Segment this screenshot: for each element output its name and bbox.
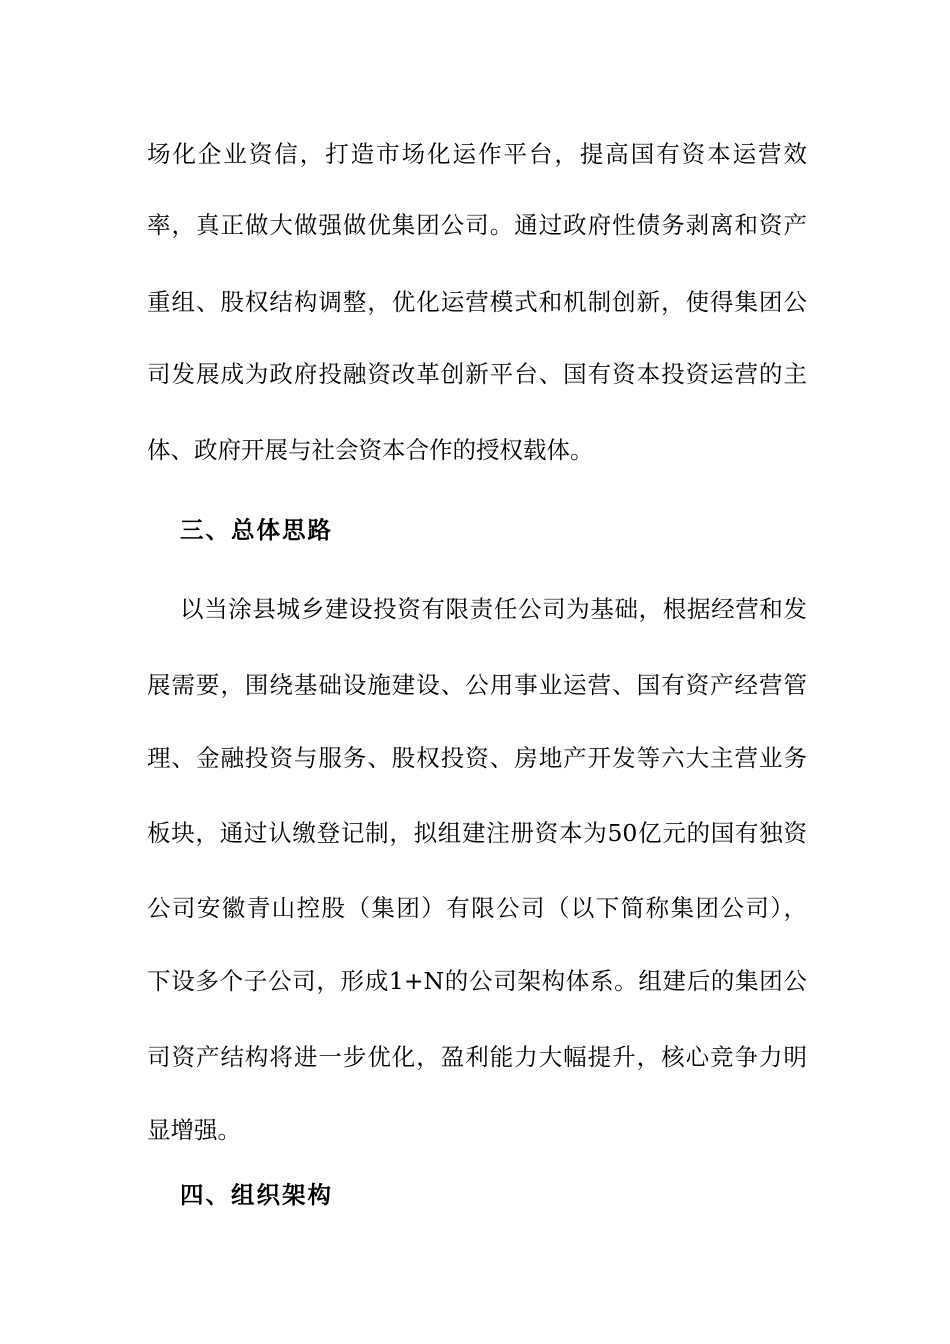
paragraph-2-line-6: 下设多个子公司，形成1+N的公司架构体系。组建后的集团公: [147, 967, 807, 995]
paragraph-1-line-4: 司发展成为政府投融资改革创新平台、国有资本投资运营的主: [147, 360, 807, 388]
paragraph-2-line-1: 以当涂县城乡建设投资有限责任公司为基础，根据经营和发: [180, 595, 807, 623]
paragraph-2-line-7: 司资产结构将进一步优化，盈利能力大幅提升，核心竞争力明: [147, 1043, 807, 1071]
paragraph-2-line-5: 公司安徽青山控股（集团）有限公司（以下简称集团公司），: [147, 894, 807, 922]
paragraph-1-line-1: 场化企业资信，打造市场化运作平台，提高国有资本运营效: [147, 140, 807, 168]
paragraph-2-line-4: 板块，通过认缴登记制，拟组建注册资本为50亿元的国有独资: [147, 819, 807, 847]
section-3-heading: 三、总体思路: [180, 516, 333, 544]
paragraph-1-line-3: 重组、股权结构调整，优化运营模式和机制创新，使得集团公: [147, 288, 807, 316]
paragraph-2-line-3: 理、金融投资与服务、股权投资、房地产开发等六大主营业务: [147, 744, 807, 772]
paragraph-2-line-2: 展需要，围绕基础设施建设、公用事业运营、国有资产经营管: [147, 671, 807, 699]
section-4-heading: 四、组织架构: [180, 1181, 333, 1209]
paragraph-1-line-2: 率，真正做大做强做优集团公司。通过政府性债务剥离和资产: [147, 211, 807, 239]
paragraph-2-line-8: 显增强。: [147, 1116, 241, 1144]
paragraph-1-line-5: 体、政府开展与社会资本合作的授权载体。: [147, 436, 594, 464]
